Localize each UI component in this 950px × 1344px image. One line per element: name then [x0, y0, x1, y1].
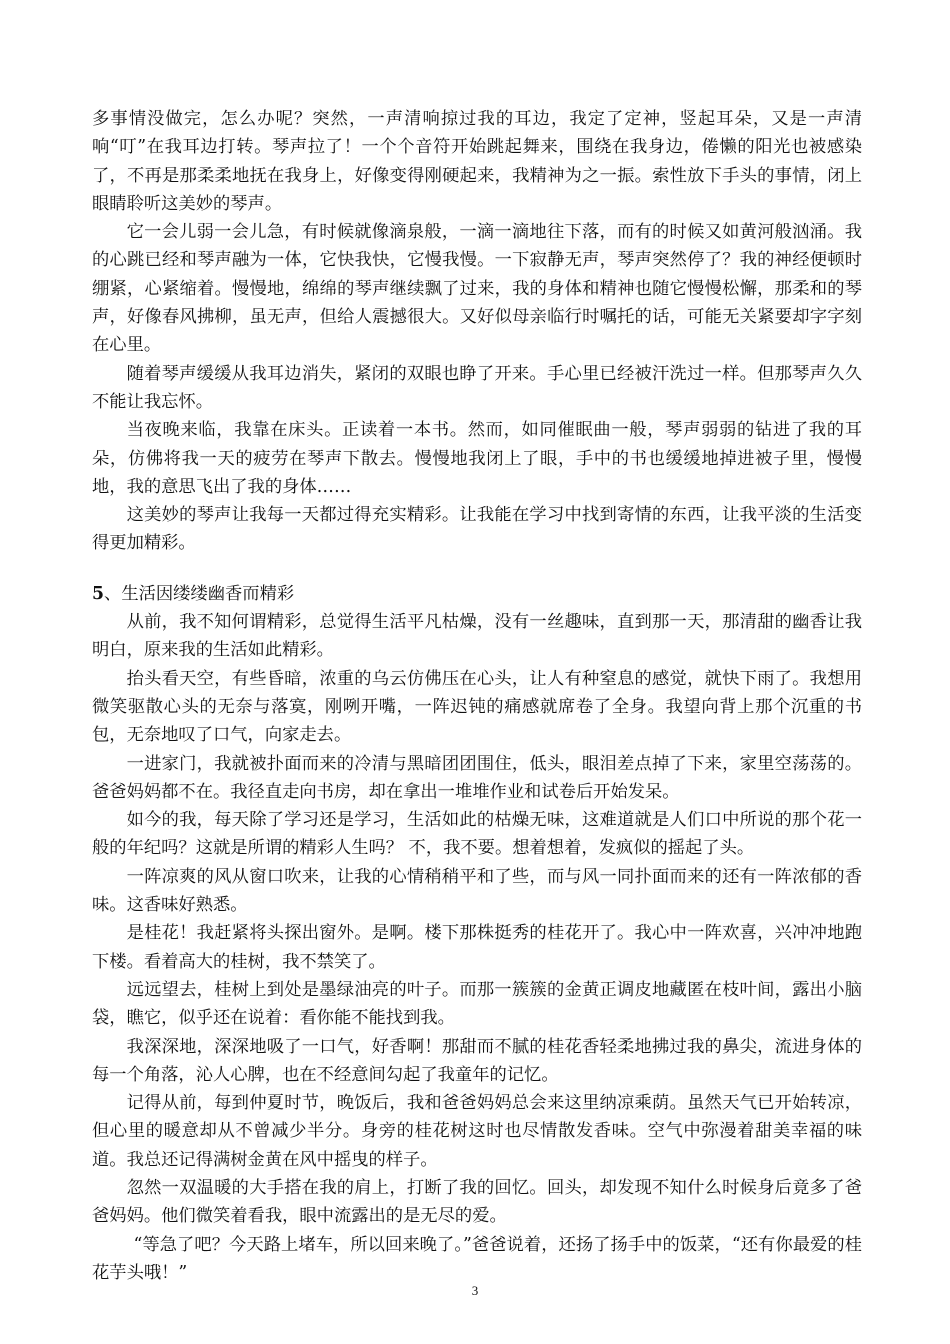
section-number: 5	[92, 583, 105, 604]
paragraph: 这美妙的琴声让我每一天都过得充实精彩。让我能在学习中找到寄情的东西，让我平淡的生活变得更加精彩。	[92, 505, 862, 554]
paragraph: 如今的我，每天除了学习还是学习，生活如此的枯燥无味，这难道就是人们口中所说的那个花一般的年纪吗？这就是所谓的精彩人生吗？ 不，我不要。想着想着，发疯似的摇起了头。	[92, 810, 862, 859]
body-text	[92, 105, 862, 1287]
paragraph: 是桂花！我赶紧将头探出窗外。是啊。楼下那株挺秀的桂花开了。我心中一阵欢喜，兴冲冲地跑下楼。看着高大的桂树，我不禁笑了。	[92, 923, 862, 972]
paragraph: 抬头看天空，有些昏暗，浓重的乌云仿佛压在心头，让人有种窒息的感觉，就快下雨了。我想用微笑驱散心头的无奈与落寞，刚咧开嘴，一阵迟钝的痛感就席卷了全身。我望向背上那个沉重的书包，无奈地叹了口气，向家走去。	[92, 668, 862, 746]
paragraph: 随着琴声缓缓从我耳边消失，紧闭的双眼也睁了开来。手心里已经被汗洗过一样。但那琴声久久不能让我忘怀。	[92, 363, 862, 412]
section-title: 、生活因缕缕幽香而精彩	[104, 583, 295, 604]
page-number: 3	[471, 1283, 479, 1298]
paragraph: 它一会儿弱一会儿急，有时候就像滴泉般，一滴一滴地往下落，而有的时候又如黄河般汹涌。我的心跳已经和琴声融为一体，它快我快，它慢我慢。一下寂静无声，琴声突然停了？我的神经便顿时绷紧，心紧缩着。慢慢地，绵绵的琴声继续飘了过来，我的身体和精神也随它慢慢松懈，那柔和的琴声，好像春风拂柳，虽无声，但给人震撼很大。又好似母亲临行时嘱托的话，可能无关紧要却字字刻在心里。	[92, 222, 862, 356]
paragraph: 从前，我不知何谓精彩，总觉得生活平凡枯燥，没有一丝趣味，直到那一天，那清甜的幽香让我明白，原来我的生活如此精彩。	[92, 612, 862, 661]
paragraph: 多事情没做完，怎么办呢？突然，一声清响掠过我的耳边，我定了定神，竖起耳朵，又是一声清响“叮”在我耳边打转。琴声拉了！一个个音符开始跳起舞来，围绕在我身边，倦懒的阳光也被感染了，不再是那柔柔地抚在我身上，好像变得刚硬起来，我精神为之一振。索性放下手头的事情，闭上眼睛聆听这美妙的琴声。	[92, 109, 862, 214]
paragraph: 忽然一双温暖的大手搭在我的肩上，打断了我的回忆。回头，却发现不知什么时候身后竟多了爸爸妈妈。他们微笑着看我，眼中流露出的是无尽的爱。	[92, 1177, 862, 1227]
paragraph: “等急了吧？今天路上堵车，所以回来晚了。”爸爸说着，还扬了扬手中的饭菜，“还有你最爱的桂花芋头哦！”	[92, 1234, 862, 1283]
paragraph: 一阵凉爽的风从窗口吹来，让我的心情稍稍平和了些，而与风一同扑面而来的还有一阵浓郁的香味。这香味好熟悉。	[92, 866, 862, 916]
section-heading	[92, 580, 862, 608]
paragraph: 记得从前，每到仲夏时节，晚饭后，我和爸爸妈妈总会来这里纳凉乘荫。虽然天气已开始转凉，但心里的暖意却从不曾减少半分。身旁的桂花树这时也尽情散发香味。空气中弥漫着甜美幸福的味道。我总还记得满树金黄在风中摇曳的样子。	[92, 1093, 862, 1170]
paragraph: 一进家门，我就被扑面而来的冷清与黑暗团团围住，低头，眼泪差点掉了下来，家里空荡荡的。爸爸妈妈都不在。我径直走向书房，却在拿出一堆堆作业和试卷后开始发呆。	[92, 753, 862, 802]
paragraph: 远远望去，桂树上到处是墨绿油亮的叶子。而那一簇簇的金黄正调皮地藏匿在枝叶间，露出小脑袋，瞧它，似乎还在说着：看你能不能找到我。	[92, 979, 862, 1029]
paragraph: 我深深地，深深地吸了一口气，好香啊！那甜而不腻的桂花香轻柔地拂过我的鼻尖，流进身体的每一个角落，沁人心脾，也在不经意间勾起了我童年的记忆。	[92, 1036, 862, 1085]
paragraph: 当夜晚来临，我靠在床头。正读着一本书。然而，如同催眠曲一般，琴声弱弱的钻进了我的耳朵，仿佛将我一天的疲劳在琴声下散去。慢慢地我闭上了眼，手中的书也缓缓地掉进被子里，慢慢地，我的意思飞出了我的身体……	[92, 420, 862, 497]
